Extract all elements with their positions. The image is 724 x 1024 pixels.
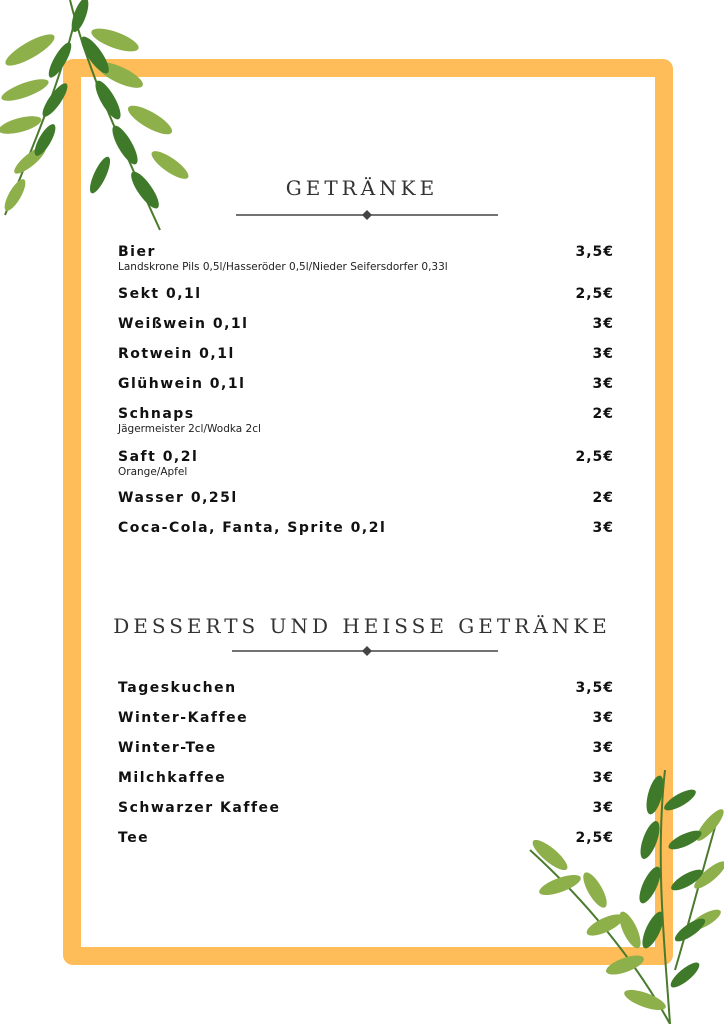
- item-price: 2,5€: [575, 830, 614, 846]
- item-name: Saft 0,2l: [118, 449, 199, 465]
- item-price: 2,5€: [575, 449, 614, 465]
- menu-item: [118, 830, 614, 866]
- section-title-drinks: GETRÄNKE: [285, 176, 439, 200]
- item-price: 3€: [592, 376, 614, 392]
- item-name: Sekt 0,1l: [118, 286, 202, 302]
- item-price: 3€: [592, 316, 614, 332]
- menu-item: [118, 406, 614, 442]
- item-name: Glühwein 0,1l: [118, 376, 246, 392]
- item-name: Winter-Tee: [118, 740, 217, 756]
- item-price: 2,5€: [575, 286, 614, 302]
- item-name: Schwarzer Kaffee: [118, 800, 281, 816]
- menu-item: [118, 244, 614, 280]
- item-description: Jägermeister 2cl/Wodka 2cl: [118, 423, 261, 435]
- item-name: Bier: [118, 244, 156, 260]
- item-name: Schnaps: [118, 406, 195, 422]
- item-price: 3€: [592, 800, 614, 816]
- item-name: Weißwein 0,1l: [118, 316, 249, 332]
- item-price: 3€: [592, 770, 614, 786]
- item-description: Landskrone Pils 0,5l/Hasseröder 0,5l/Nieder Seifersdorfer 0,33l: [118, 261, 448, 273]
- item-price: 3€: [592, 346, 614, 362]
- menu-item: [118, 520, 614, 556]
- item-description: Orange/Apfel: [118, 466, 188, 478]
- item-price: 3€: [592, 740, 614, 756]
- item-name: Wasser 0,25l: [118, 490, 238, 506]
- item-price: 3€: [592, 520, 614, 536]
- item-name: Tageskuchen: [118, 680, 237, 696]
- section-title-desserts: DESSERTS UND HEISSE GETRÄNKE: [113, 614, 611, 638]
- item-price: 3€: [592, 710, 614, 726]
- item-price: 2€: [592, 490, 614, 506]
- leaves-top-left-icon: [0, 0, 200, 240]
- item-name: Rotwein 0,1l: [118, 346, 235, 362]
- section-divider: [0, 644, 724, 658]
- item-name: Winter-Kaffee: [118, 710, 249, 726]
- item-price: 2€: [592, 406, 614, 422]
- menu-item: [118, 449, 614, 485]
- item-name: Milchkaffee: [118, 770, 227, 786]
- item-price: 3,5€: [575, 244, 614, 260]
- item-name: Tee: [118, 830, 150, 846]
- item-name: Coca-Cola, Fanta, Sprite 0,2l: [118, 520, 387, 536]
- section-divider: [0, 208, 724, 222]
- item-price: 3,5€: [575, 680, 614, 696]
